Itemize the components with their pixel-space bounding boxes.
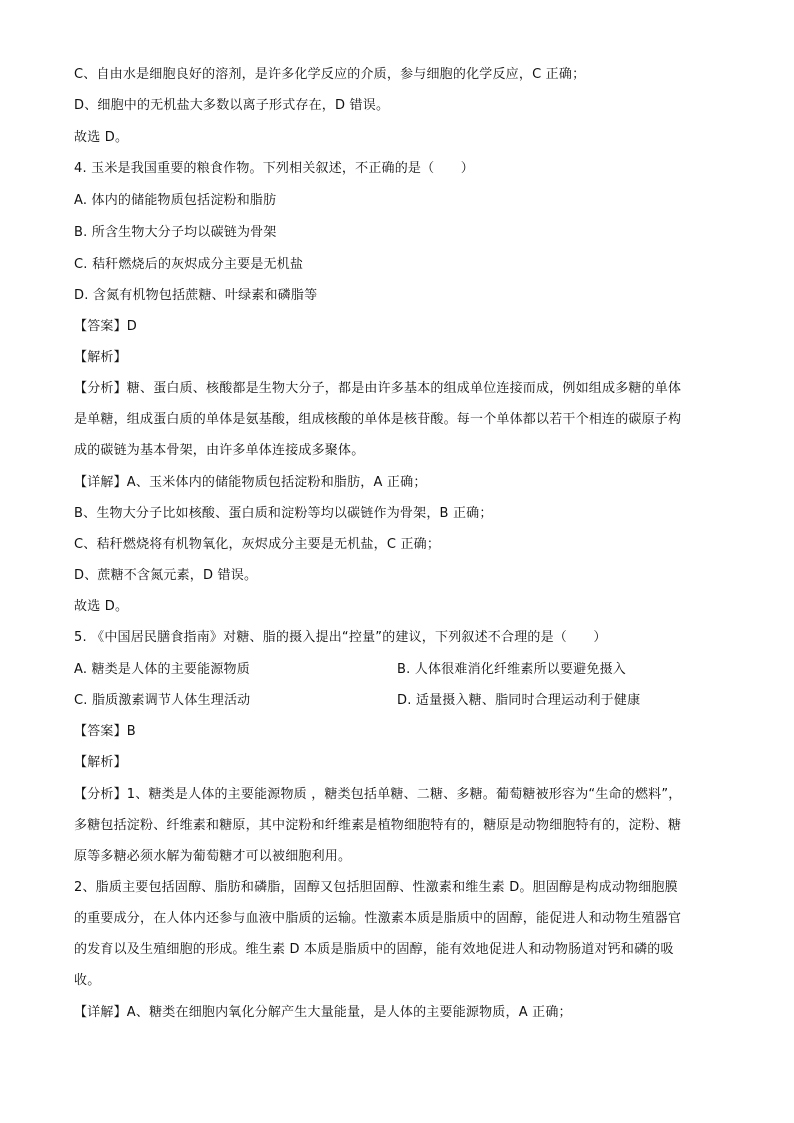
analysis-text: 【分析】糖、蛋白质、核酸都是生物大分子，都是由许多基本的组成单位连接而成，例如组成多糖的单体 [74,381,682,396]
option-a: A. 体内的储能物质包括淀粉和脂肪 [74,193,277,208]
analysis-text: 2、脂质主要包括固醇、脂肪和磷脂，固醇又包括胆固醇、性激素和维生素 D。胆固醇是构成动物细胞膜 [74,880,678,895]
option-b: B. 所含生物大分子均以碳链为骨架 [74,225,277,240]
option-c: C. 秸秆燃烧后的灰烬成分主要是无机盐 [74,257,304,272]
text-line: 故选 D。 [74,130,129,145]
analysis-text: 收。 [74,973,101,988]
text-line: C、自由水是细胞良好的溶剂，是许多化学反应的介质，参与细胞的化学反应，C 正确； [74,67,586,82]
analysis-text: 成的碳链为基本骨架，由许多单体连接成多聚体。 [74,443,365,458]
option-d: D. 适量摄入糖、脂同时合理运动利于健康 [397,693,641,708]
analysis-text: 【分析】1、糖类是人体的主要能源物质 ，糖类包括单糖、二糖、多糖。葡萄糖被形容为“生命的燃料”， [74,787,682,802]
option-d: D. 含氮有机物包括蔗糖、叶绿素和磷脂等 [74,288,318,303]
detail-text: 【详解】A、糖类在细胞内氧化分解产生大量能量，是人体的主要能源物质，A 正确； [74,1005,572,1020]
detail-text: C、秸秆燃烧将有机物氧化，灰烬成分主要是无机盐，C 正确； [74,537,441,552]
analysis-heading: 【解析】 [74,755,127,770]
detail-text: B、生物大分子比如核酸、蛋白质和淀粉等均以碳链作为骨架，B 正确； [74,506,493,521]
text-line: 故选 D。 [74,599,129,614]
text-line: D、细胞中的无机盐大多数以离子形式存在，D 错误。 [74,98,390,113]
detail-text: D、蔗糖不含氮元素，D 错误。 [74,568,258,583]
question-5-stem: 5. 《中国居民膳食指南》对糖、脂的摄入提出“控量”的建议，下列叙述不合理的是（ ） [74,630,607,645]
detail-text: 【详解】A、玉米体内的储能物质包括淀粉和脂肪，A 正确； [74,475,427,490]
option-a: A. 糖类是人体的主要能源物质 [74,662,250,677]
answer-label: 【答案】D [74,319,138,334]
analysis-text: 的发育以及生殖细胞的形成。维生素 D 本质是脂质中的固醇，能有效地促进人和动物肠道对钙和磷的吸 [74,942,674,957]
analysis-text: 多糖包括淀粉、纤维素和糖原，其中淀粉和纤维素是植物细胞特有的，糖原是动物细胞特有的，淀粉、糖 [74,818,682,833]
analysis-text: 原等多糖必须水解为葡萄糖才可以被细胞利用。 [74,849,352,864]
option-c: C. 脂质激素调节人体生理活动 [74,693,251,708]
answer-label: 【答案】B [74,724,136,739]
analysis-heading: 【解析】 [74,350,127,365]
analysis-text: 的重要成分，在人体内还参与血液中脂质的运输。性激素本质是脂质中的固醇，能促进人和动物生殖器官 [74,911,682,926]
question-4-stem: 4. 玉米是我国重要的粮食作物。下列相关叙述，不正确的是（ ） [74,161,474,176]
analysis-text: 是单糖，组成蛋白质的单体是氨基酸，组成核酸的单体是核苷酸。每一个单体都以若干个相连的碳原子构 [74,412,682,427]
option-b: B. 人体很难消化纤维素所以要避免摄入 [397,662,626,677]
